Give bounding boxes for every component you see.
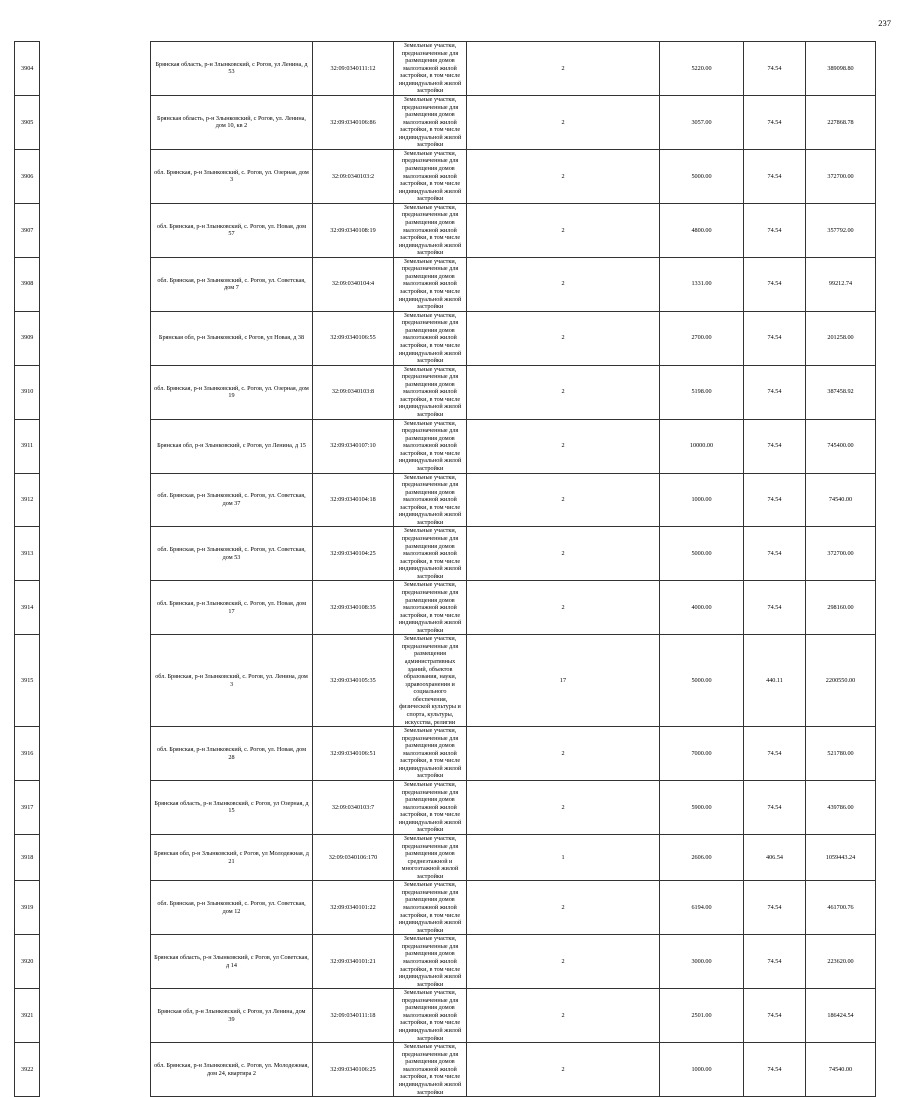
table-row <box>15 419 905 473</box>
group-code-cell: 2 <box>467 1043 660 1097</box>
gap-cell <box>40 149 151 203</box>
rate-cell: 74.54 <box>744 881 806 935</box>
rate-cell: 74.54 <box>744 257 806 311</box>
cadastral-value-cell: 186424.54 <box>806 989 876 1043</box>
group-code-cell: 2 <box>467 581 660 635</box>
gap-cell <box>40 935 151 989</box>
cadastral-number-cell: 32:09:0340103:7 <box>313 781 394 835</box>
gap-cell <box>40 311 151 365</box>
cadastral-value-cell: 201258.00 <box>806 311 876 365</box>
table-row <box>15 257 905 311</box>
area-cell: 1000.00 <box>660 1043 744 1097</box>
group-code-cell: 17 <box>467 635 660 727</box>
land-use-cell: Земельные участки, предназначенные для размещения домов малоэтажной жилой застройки, в том числе индивидуальной жилой застройки <box>394 989 467 1043</box>
cadastral-value-cell: 298160.00 <box>806 581 876 635</box>
table-row <box>15 365 905 419</box>
land-use-cell: Земельные участки, предназначенные для размещения домов малоэтажной жилой застройки, в том числе индивидуальной жилой застройки <box>394 527 467 581</box>
group-code-cell: 2 <box>467 989 660 1043</box>
gap-cell <box>40 834 151 880</box>
rate-cell: 74.54 <box>744 311 806 365</box>
rate-cell: 74.54 <box>744 42 806 96</box>
gap-cell <box>40 1043 151 1097</box>
row-number: 3905 <box>15 95 40 149</box>
address-cell: обл. Брянская, р-н Злынковский, с. Рогов, ул. Молодежная, дом 24, квартира 2 <box>151 1043 313 1097</box>
address-cell: обл. Брянская, р-н Злынковский, с. Рогов, ул. Новая, дом 28 <box>151 727 313 781</box>
cadastral-value-cell: 74540.00 <box>806 1043 876 1097</box>
area-cell: 10000.00 <box>660 419 744 473</box>
land-use-cell: Земельные участки, предназначенные для размещения домов малоэтажной жилой застройки, в том числе индивидуальной жилой застройки <box>394 311 467 365</box>
cadastral-number-cell: 32:09:0340107:10 <box>313 419 394 473</box>
cadastral-number-cell: 32:09:0340106:170 <box>313 834 394 880</box>
rate-cell: 74.54 <box>744 727 806 781</box>
land-use-cell: Земельные участки, предназначенные для размещения домов малоэтажной жилой застройки, в том числе индивидуальной жилой застройки <box>394 935 467 989</box>
table-row <box>15 527 905 581</box>
gap-cell <box>40 365 151 419</box>
cadastral-value-cell: 461700.76 <box>806 881 876 935</box>
row-number: 3915 <box>15 635 40 727</box>
row-number: 3906 <box>15 149 40 203</box>
area-cell: 5000.00 <box>660 527 744 581</box>
cadastral-number-cell: 32:09:0340104:25 <box>313 527 394 581</box>
group-code-cell: 2 <box>467 95 660 149</box>
gap-cell <box>40 473 151 527</box>
area-cell: 5198.00 <box>660 365 744 419</box>
group-code-cell: 2 <box>467 311 660 365</box>
cadastral-value-cell: 74540.00 <box>806 473 876 527</box>
rate-cell: 74.54 <box>744 989 806 1043</box>
rate-cell: 74.54 <box>744 95 806 149</box>
cadastral-number-cell: 32:09:0340101:21 <box>313 935 394 989</box>
area-cell: 2606.00 <box>660 834 744 880</box>
address-cell: обл. Брянская, р-н Злынковский, с. Рогов, ул. Советская, дом 53 <box>151 527 313 581</box>
rate-cell: 406.54 <box>744 834 806 880</box>
cadastral-value-cell: 372700.00 <box>806 149 876 203</box>
address-cell: обл. Брянская, р-н Злынковский, с. Рогов, ул. Новая, дом 57 <box>151 203 313 257</box>
area-cell: 6194.00 <box>660 881 744 935</box>
table-row <box>15 473 905 527</box>
table-row <box>15 635 905 727</box>
address-cell: Брянская обл, р-н Злынковский, с Рогов, ул Ленина, дом 39 <box>151 989 313 1043</box>
address-cell: обл. Брянская, р-н Злынковский, с. Рогов, ул. Новая, дом 17 <box>151 581 313 635</box>
table-row <box>15 989 905 1043</box>
table-row <box>15 1043 905 1097</box>
rate-cell: 74.54 <box>744 149 806 203</box>
row-number: 3904 <box>15 42 40 96</box>
group-code-cell: 2 <box>467 935 660 989</box>
land-use-cell: Земельные участки, предназначенные для размещения домов малоэтажной жилой застройки, в том числе индивидуальной жилой застройки <box>394 881 467 935</box>
cadastral-number-cell: 32:09:0340108:35 <box>313 581 394 635</box>
table-row <box>15 203 905 257</box>
land-use-cell: Земельные участки, предназначенные для размещения домов малоэтажной жилой застройки, в том числе индивидуальной жилой застройки <box>394 42 467 96</box>
gap-cell <box>40 635 151 727</box>
cadastral-number-cell: 32:09:0340111:12 <box>313 42 394 96</box>
address-cell: Брянская обл, р-н Злынковский, с Рогов, ул Новая, д 38 <box>151 311 313 365</box>
gap-cell <box>40 257 151 311</box>
cadastral-value-cell: 357792.00 <box>806 203 876 257</box>
cadastral-value-cell: 372700.00 <box>806 527 876 581</box>
row-number: 3921 <box>15 989 40 1043</box>
group-code-cell: 1 <box>467 834 660 880</box>
group-code-cell: 2 <box>467 257 660 311</box>
group-code-cell: 2 <box>467 419 660 473</box>
area-cell: 3000.00 <box>660 935 744 989</box>
row-number: 3910 <box>15 365 40 419</box>
cadastral-number-cell: 32:09:0340106:51 <box>313 727 394 781</box>
cadastral-number-cell: 32:09:0340103:2 <box>313 149 394 203</box>
cadastral-value-cell: 1059443.24 <box>806 834 876 880</box>
cadastral-table <box>14 41 887 1097</box>
table-row <box>15 935 905 989</box>
address-cell: Брянская обл, р-н Злынковский, с Рогов, ул Молодежная, д 21 <box>151 834 313 880</box>
row-number: 3911 <box>15 419 40 473</box>
page-number: 237 <box>878 18 891 28</box>
land-use-cell: Земельные участки, предназначенные для размещения домов малоэтажной жилой застройки, в том числе индивидуальной жилой застройки <box>394 473 467 527</box>
area-cell: 1331.00 <box>660 257 744 311</box>
row-number: 3922 <box>15 1043 40 1097</box>
cadastral-number-cell: 32:09:0340104:4 <box>313 257 394 311</box>
rate-cell: 74.54 <box>744 527 806 581</box>
land-use-cell: Земельные участки, предназначенные для размещения домов малоэтажной жилой застройки, в том числе индивидуальной жилой застройки <box>394 581 467 635</box>
address-cell: обл. Брянская, р-н Злынковский, с. Рогов, ул. Озерная, дом 3 <box>151 149 313 203</box>
rate-cell: 74.54 <box>744 419 806 473</box>
table-row <box>15 834 905 880</box>
cadastral-value-cell: 227868.78 <box>806 95 876 149</box>
land-use-cell: Земельные участки, предназначенные для размещения административных зданий, объектов образования, науки, здравоохранения и социального обеспечения, физической культуры и спорта, культуры, искусства, религии <box>394 635 467 727</box>
row-number: 3920 <box>15 935 40 989</box>
cadastral-value-cell: 521780.00 <box>806 727 876 781</box>
address-cell: Брянская область, р-н Злынковский, с Рогов, ул Озерная, д 15 <box>151 781 313 835</box>
group-code-cell: 2 <box>467 473 660 527</box>
row-number: 3912 <box>15 473 40 527</box>
land-use-cell: Земельные участки, предназначенные для размещения домов малоэтажной жилой застройки, в том числе индивидуальной жилой застройки <box>394 419 467 473</box>
area-cell: 5000.00 <box>660 149 744 203</box>
cadastral-number-cell: 32:09:0340106:25 <box>313 1043 394 1097</box>
group-code-cell: 2 <box>467 203 660 257</box>
rate-cell: 74.54 <box>744 473 806 527</box>
row-number: 3917 <box>15 781 40 835</box>
gap-cell <box>40 881 151 935</box>
address-cell: обл. Брянская, р-н Злынковский, с. Рогов, ул. Советская, дом 7 <box>151 257 313 311</box>
row-number: 3908 <box>15 257 40 311</box>
gap-cell <box>40 203 151 257</box>
group-code-cell: 2 <box>467 365 660 419</box>
land-use-cell: Земельные участки, предназначенные для размещения домов малоэтажной жилой застройки, в том числе индивидуальной жилой застройки <box>394 149 467 203</box>
land-use-cell: Земельные участки, предназначенные для размещения домов среднеэтажной и многоэтажной жилой застройки <box>394 834 467 880</box>
cadastral-number-cell: 32:09:0340101:22 <box>313 881 394 935</box>
group-code-cell: 2 <box>467 42 660 96</box>
cadastral-number-cell: 32:09:0340103:8 <box>313 365 394 419</box>
table-row <box>15 311 905 365</box>
land-use-cell: Земельные участки, предназначенные для размещения домов малоэтажной жилой застройки, в том числе индивидуальной жилой застройки <box>394 95 467 149</box>
row-number: 3916 <box>15 727 40 781</box>
table-row <box>15 95 905 149</box>
row-number: 3913 <box>15 527 40 581</box>
group-code-cell: 2 <box>467 527 660 581</box>
area-cell: 3057.00 <box>660 95 744 149</box>
rate-cell: 74.54 <box>744 781 806 835</box>
table-row <box>15 881 905 935</box>
group-code-cell: 2 <box>467 781 660 835</box>
cadastral-number-cell: 32:09:0340104:18 <box>313 473 394 527</box>
rate-cell: 74.54 <box>744 935 806 989</box>
address-cell: Брянская область, р-н Злынковский, с Рогов, ул Советская, д 14 <box>151 935 313 989</box>
cadastral-number-cell: 32:09:0340108:19 <box>313 203 394 257</box>
gap-cell <box>40 989 151 1043</box>
table-row <box>15 781 905 835</box>
gap-cell <box>40 42 151 96</box>
area-cell: 2700.00 <box>660 311 744 365</box>
cadastral-number-cell: 32:09:0340106:55 <box>313 311 394 365</box>
area-cell: 5000.00 <box>660 635 744 727</box>
address-cell: обл. Брянская, р-н Злынковский, с. Рогов, ул. Советская, дом 37 <box>151 473 313 527</box>
land-use-cell: Земельные участки, предназначенные для размещения домов малоэтажной жилой застройки, в том числе индивидуальной жилой застройки <box>394 203 467 257</box>
table-row <box>15 581 905 635</box>
rate-cell: 440.11 <box>744 635 806 727</box>
area-cell: 5900.00 <box>660 781 744 835</box>
cadastral-value-cell: 99212.74 <box>806 257 876 311</box>
land-use-cell: Земельные участки, предназначенные для размещения домов малоэтажной жилой застройки, в том числе индивидуальной жилой застройки <box>394 727 467 781</box>
land-use-cell: Земельные участки, предназначенные для размещения домов малоэтажной жилой застройки, в том числе индивидуальной жилой застройки <box>394 1043 467 1097</box>
gap-cell <box>40 527 151 581</box>
group-code-cell: 2 <box>467 149 660 203</box>
area-cell: 1000.00 <box>660 473 744 527</box>
gap-cell <box>40 581 151 635</box>
cadastral-value-cell: 745400.00 <box>806 419 876 473</box>
rate-cell: 74.54 <box>744 1043 806 1097</box>
gap-cell <box>40 727 151 781</box>
land-use-cell: Земельные участки, предназначенные для размещения домов малоэтажной жилой застройки, в том числе индивидуальной жилой застройки <box>394 257 467 311</box>
rate-cell: 74.54 <box>744 203 806 257</box>
group-code-cell: 2 <box>467 881 660 935</box>
row-number: 3919 <box>15 881 40 935</box>
area-cell: 4800.00 <box>660 203 744 257</box>
address-cell: Брянская область, р-н Злынковский, с Рогов, ул Ленина, д 53 <box>151 42 313 96</box>
cadastral-number-cell: 32:09:0340105:35 <box>313 635 394 727</box>
row-number: 3914 <box>15 581 40 635</box>
cadastral-number-cell: 32:09:0340106:86 <box>313 95 394 149</box>
gap-cell <box>40 95 151 149</box>
cadastral-number-cell: 32:09:0340111:18 <box>313 989 394 1043</box>
row-number: 3909 <box>15 311 40 365</box>
address-cell: обл. Брянская, р-н Злынковский, с. Рогов, ул. Ленина, дом 3 <box>151 635 313 727</box>
area-cell: 4000.00 <box>660 581 744 635</box>
land-use-cell: Земельные участки, предназначенные для размещения домов малоэтажной жилой застройки, в том числе индивидуальной жилой застройки <box>394 781 467 835</box>
cadastral-value-cell: 389098.80 <box>806 42 876 96</box>
cadastral-value-cell: 387458.92 <box>806 365 876 419</box>
address-cell: Брянская область, р-н Злынковский, с Рогов, ул. Ленина, дом 10, кв 2 <box>151 95 313 149</box>
gap-cell <box>40 419 151 473</box>
area-cell: 5220.00 <box>660 42 744 96</box>
address-cell: обл. Брянская, р-н Злынковский, с. Рогов, ул. Советская, дом 12 <box>151 881 313 935</box>
address-cell: Брянская обл, р-н Злынковский, с Рогов, ул Ленина, д 15 <box>151 419 313 473</box>
rate-cell: 74.54 <box>744 581 806 635</box>
area-cell: 7000.00 <box>660 727 744 781</box>
table-row <box>15 42 905 96</box>
row-number: 3907 <box>15 203 40 257</box>
table-row <box>15 149 905 203</box>
cadastral-value-cell: 439786.00 <box>806 781 876 835</box>
cadastral-value-cell: 223620.00 <box>806 935 876 989</box>
group-code-cell: 2 <box>467 727 660 781</box>
area-cell: 2501.00 <box>660 989 744 1043</box>
land-use-cell: Земельные участки, предназначенные для размещения домов малоэтажной жилой застройки, в том числе индивидуальной жилой застройки <box>394 365 467 419</box>
row-number: 3918 <box>15 834 40 880</box>
table-row <box>15 727 905 781</box>
rate-cell: 74.54 <box>744 365 806 419</box>
gap-cell <box>40 781 151 835</box>
address-cell: обл. Брянская, р-н Злынковский, с. Рогов, ул. Озерная, дом 19 <box>151 365 313 419</box>
cadastral-value-cell: 2200550.00 <box>806 635 876 727</box>
